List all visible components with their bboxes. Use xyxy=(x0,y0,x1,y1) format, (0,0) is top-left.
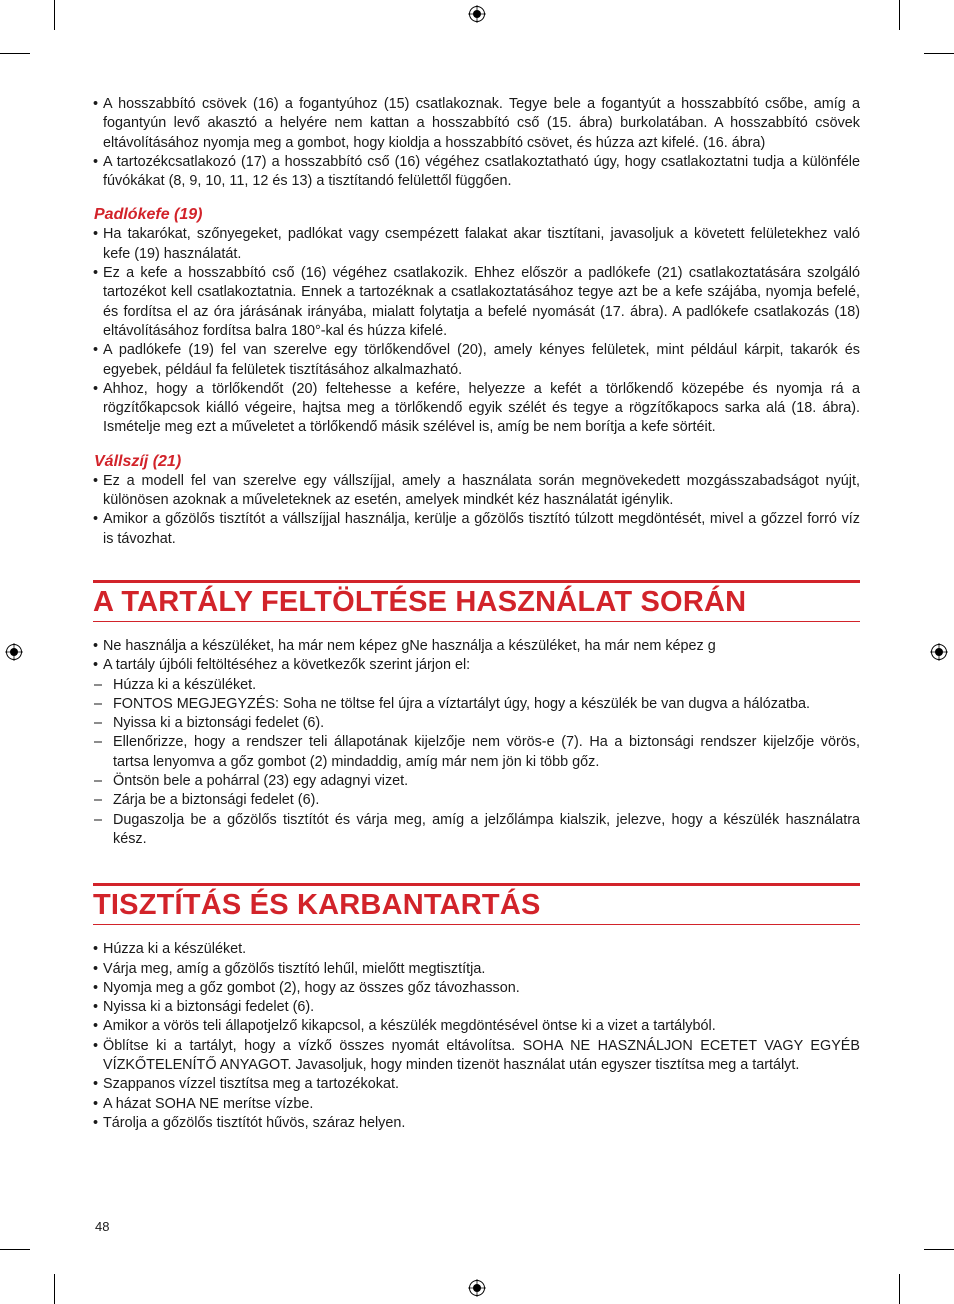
list-item: • Szappanos vízzel tisztítsa meg a tartozékokat. xyxy=(93,1075,860,1094)
crop-mark xyxy=(899,1274,900,1304)
section-tisztitas xyxy=(93,883,860,1133)
section-rule xyxy=(93,621,860,622)
list-item: • Ha takarókat, szőnyegeket, padlókat vagy csempézett falakat akar tisztítani, javasoljuk a követett felületekhez való kefe (19) használatát. xyxy=(93,225,860,264)
list-item: – Húzza ki a készüléket. xyxy=(93,676,860,695)
list-item: • A hosszabbító csövek (16) a fogantyúhoz (15) csatlakoznak. Tegye bele a fogantyút a hosszabbító csőbe, amíg a fogantyún levő akasztó a helyére nem kattan a hosszabbító cső (15. ábra) burkolatában. A hosszabbító csövek eltávolításához nyomja meg a gombot, hogy kioldja a hosszabbító csövet, és húzza azt kifelé. (16. ábra) xyxy=(93,95,860,153)
crop-mark xyxy=(924,53,954,54)
vallszij-list xyxy=(93,472,860,549)
list-item: – Zárja be a biztonsági fedelet (6). xyxy=(93,791,860,810)
page-content xyxy=(93,95,860,1133)
section-title: A TARTÁLY FELTÖLTÉSE HASZNÁLAT SORÁN xyxy=(93,585,747,618)
intro-list xyxy=(93,95,860,191)
crop-mark xyxy=(54,1274,55,1304)
list-item: – FONTOS MEGJEGYZÉS: Soha ne töltse fel újra a víztartályt úgy, hogy a készülék be van dugva a hálózatba. xyxy=(93,695,860,714)
crop-mark xyxy=(924,1249,954,1250)
list-item: • A tartály újbóli feltöltéséhez a következők szerint járjon el: xyxy=(93,656,860,675)
list-item: – Dugaszolja be a gőzölős tisztítót és várja meg, amíg a jelzőlámpa kialszik, jelezve, hogy a készülék használatra kész. xyxy=(93,811,860,850)
registration-mark-icon xyxy=(930,643,948,661)
page-number: 48 xyxy=(95,1219,110,1234)
list-item: • Várja meg, amíg a gőzölős tisztító lehűl, mielőtt megtisztítja. xyxy=(93,960,860,979)
list-item: • Ez a kefe a hosszabbító cső (16) végéhez csatlakozik. Ehhez először a padlókefe (21) csatlakoztatására szolgáló tartozékot kell csatlakoztatnia. Ennek a tartozéknak a csatlakoztatásához tegye azt be a kefe szájába, nyomja befelé, és fordítsa el az óra járásának irányába, mialatt folytatja a befelé nyomását (17. ábra). A padlókefe csatlakozás (18) eltávolításához fordítsa balra 180°-kal és húzza kifelé. xyxy=(93,264,860,341)
list-item: • A házat SOHA NE merítse vízbe. xyxy=(93,1095,860,1114)
list-item: • Öblítse ki a tartályt, hogy a vízkő összes nyomát eltávolítsa. SOHA NE HASZNÁLJON ECETET VAGY EGYÉB VÍZKŐTELENÍTŐ ANYAGOT. Javasoljuk, hogy minden tizenöt használat után egyszer tisztítsa meg a tartályt. xyxy=(93,1037,860,1076)
section-tartaly xyxy=(93,580,860,849)
list-item: • A tartozékcsatlakozó (17) a hosszabbító cső (16) végéhez csatlakoztatható úgy, hogy csatlakoztatni tudja a különféle fúvókákat (8, 9, 10, 11, 12 és 13) a tisztítandó felülettől függően. xyxy=(93,153,860,192)
list-item: • Ez a modell fel van szerelve egy vállszíjjal, amely a használata során megnövekedett mozgásszabadságot nyújt, különösen azoknak a műveleteknek az esetén, amelyek mindkét kéz használatát igénylik. xyxy=(93,472,860,511)
registration-mark-icon xyxy=(468,5,486,23)
list-item: • Nyomja meg a gőz gombot (2), hogy az összes gőz távozhasson. xyxy=(93,979,860,998)
list-item: • Ne használja a készüléket, ha már nem képez gNe használja a készüléket, ha már nem képez g xyxy=(93,637,860,656)
list-item: • Nyissa ki a biztonsági fedelet (6). xyxy=(93,998,860,1017)
list-item: • Amikor a vörös teli állapotjelző kikapcsol, a készülék megdöntésével öntse ki a vizet a tartályból. xyxy=(93,1017,860,1036)
section-rule xyxy=(93,924,860,925)
list-item: • Ahhoz, hogy a törlőkendőt (20) feltehesse a kefére, helyezze a kefét a törlőkendő közepébe és nyomja rá a rögzítőkapcsok kiálló végeire, hajtsa meg a törlőkendő egyik szélét és tegye a rögzítőkapocs sarka alá (18. ábra). Ismételje meg ezt a műveletet a törlőkendő másik szélével is, amíg be nem borítja a kefe sörtéit. xyxy=(93,380,860,438)
list-item: • Amikor a gőzölős tisztítót a vállszíjjal használja, kerülje a gőzölős tisztító túlzott megdöntését, mivel a gőzzel forró víz is távozhat. xyxy=(93,510,860,549)
subheading-padlokefe: Padlókefe (19) xyxy=(94,206,203,224)
tartaly-steps xyxy=(93,676,860,850)
crop-mark xyxy=(899,0,900,30)
list-item: – Nyissa ki a biztonsági fedelet (6). xyxy=(93,714,860,733)
section-title: TISZTÍTÁS ÉS KARBANTARTÁS xyxy=(93,889,541,922)
padlokefe-list xyxy=(93,225,860,437)
crop-mark xyxy=(0,1249,30,1250)
subheading-vallszij: Vállszíj (21) xyxy=(94,452,182,470)
registration-mark-icon xyxy=(468,1279,486,1297)
list-item: • Húzza ki a készüléket. xyxy=(93,940,860,959)
list-item: • A padlókefe (19) fel van szerelve egy törlőkendővel (20), amely kényes felületek, mint például kárpit, takarók és egyebek, például fa felületek tisztításához alkalmazható. xyxy=(93,341,860,380)
list-item: • Tárolja a gőzölős tisztítót hűvös, száraz helyen. xyxy=(93,1114,860,1133)
list-item: – Ellenőrizze, hogy a rendszer teli állapotának kijelzője nem vörös-e (7). Ha a biztonsági rendszer kijelzője vörös, tartsa lenyomva a gőz gombot (2) mindaddig, amíg már nem jön ki több gőz. xyxy=(93,733,860,772)
crop-mark xyxy=(54,0,55,30)
crop-mark xyxy=(0,53,30,54)
registration-mark-icon xyxy=(5,643,23,661)
tartaly-list xyxy=(93,637,860,676)
list-item: – Öntsön bele a pohárral (23) egy adagnyi vizet. xyxy=(93,772,860,791)
tisztitas-list xyxy=(93,940,860,1133)
